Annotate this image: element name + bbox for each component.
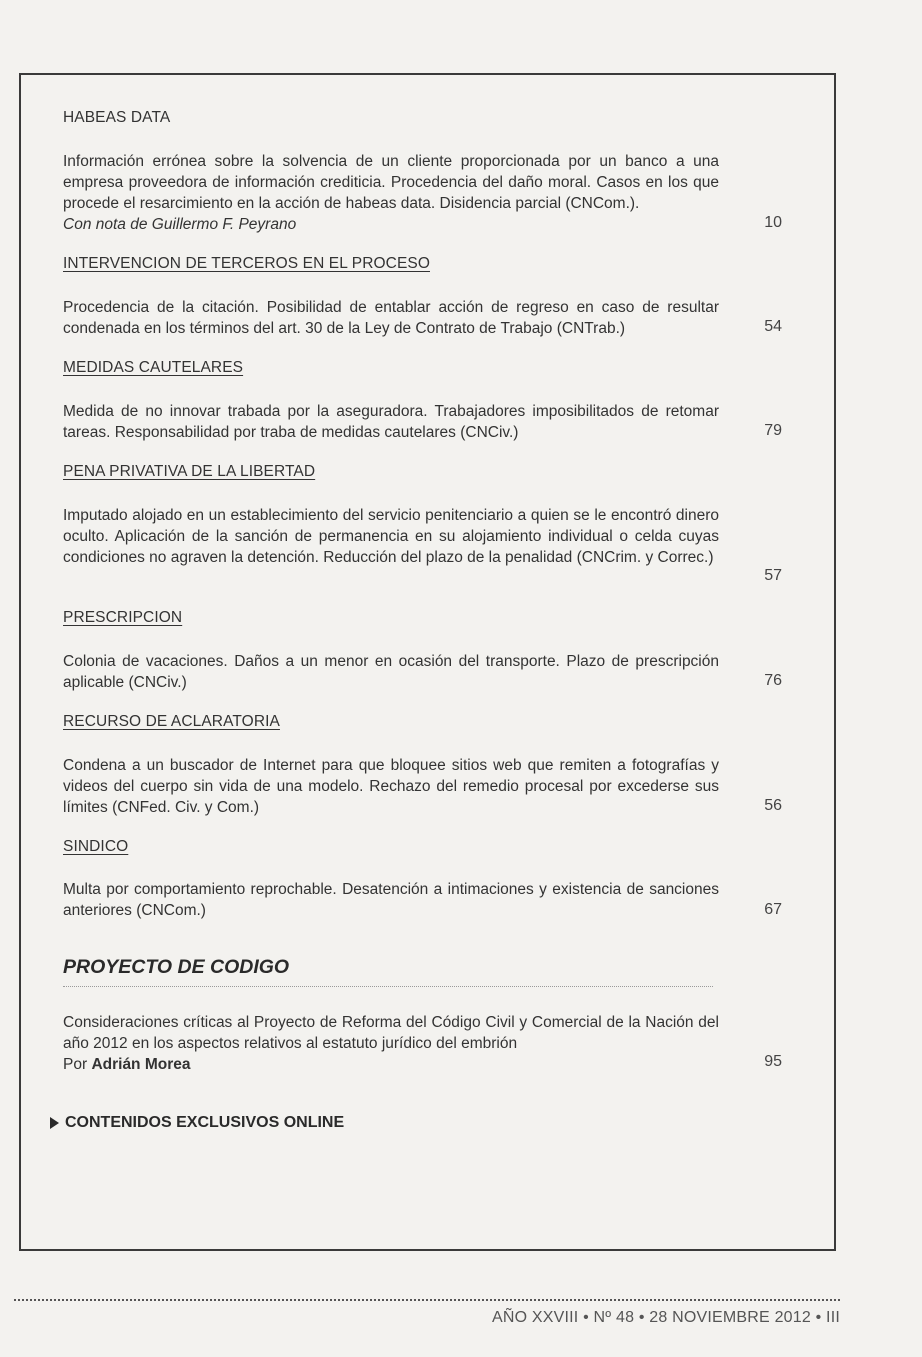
heading-intervencion: INTERVENCION DE TERCEROS EN EL PROCESO	[63, 255, 430, 272]
entry-recurso-aclaratoria: Condena a un buscador de Internet para que bloquee sitios web que remiten a fotografías y videos del cuerpo sin vida de una modelo. Rechazo del remedio procesal por excederse sus límites (CNFed. Civ. y Com.)	[63, 757, 719, 816]
heading-prescripcion: PRESCRIPCION	[63, 609, 183, 626]
section-heading-proyecto: PROYECTO DE CODIGO	[63, 956, 290, 978]
entry-note: Con nota de Guillermo F. Peyrano	[63, 216, 297, 233]
page-number: 95	[764, 1053, 782, 1070]
entry-habeas-data	[63, 151, 719, 235]
entry-pena-privativa: Imputado alojado en un establecimiento del servicio penitenciario a quien se le encontró dinero oculto. Aplicación de la sanción de permanencia en su alojamiento individual o celda cuyas condiciones no agraven la detención. Reducción del plazo de la penalidad (CNCrim. y Correc.)	[63, 507, 719, 566]
author-name: Adrián Morea	[91, 1056, 191, 1073]
page-number: 54	[764, 318, 782, 335]
page-number: 79	[764, 422, 782, 439]
section-divider	[63, 986, 713, 987]
heading-pena-privativa: PENA PRIVATIVA DE LA LIBERTAD	[63, 463, 316, 480]
entry-text: Consideraciones críticas al Proyecto de Reforma del Código Civil y Comercial de la Nación del año 2012 en los aspectos relativos al estatuto jurídico del embrión	[63, 1014, 719, 1052]
issue-footer: AÑO XXVIII • Nº 48 • 28 NOVIEMBRE 2012 • III	[491, 1309, 840, 1326]
heading-medidas-cautelares: MEDIDAS CAUTELARES	[63, 359, 244, 376]
entry-medidas-cautelares: Medida de no innovar trabada por la aseguradora. Trabajadores imposibilitados de retomar tareas. Responsabilidad por traba de medidas cautelares (CNCiv.)	[63, 403, 719, 441]
online-contents-label: CONTENIDOS EXCLUSIVOS ONLINE	[65, 1114, 345, 1131]
entry-intervencion: Procedencia de la citación. Posibilidad de entablar acción de regreso en caso de resultar condenada en los términos del art. 30 de la Ley de Contrato de Trabajo (CNTrab.)	[63, 299, 719, 337]
page-number: 56	[764, 797, 782, 814]
play-triangle-icon	[50, 1117, 59, 1129]
heading-recurso-aclaratoria: RECURSO DE ACLARATORIA	[63, 713, 280, 730]
heading-sindico: SINDICO	[63, 838, 129, 855]
entry-proyecto	[63, 1012, 719, 1075]
heading-habeas-data: HABEAS DATA	[63, 109, 171, 126]
entry-sindico: Multa por comportamiento reprochable. Desatención a intimaciones y existencia de sanciones anteriores (CNCom.)	[63, 881, 719, 919]
page-number: 67	[764, 901, 782, 918]
entry-prescripcion: Colonia de vacaciones. Daños a un menor en ocasión del transporte. Plazo de prescripción aplicable (CNCiv.)	[63, 653, 719, 691]
page-number: 57	[764, 567, 782, 584]
page-number: 10	[764, 214, 782, 231]
author-prefix: Por	[63, 1056, 88, 1073]
online-contents-link[interactable]	[50, 1114, 344, 1132]
entry-text: Información errónea sobre la solvencia de un cliente proporcionada por un banco a una empresa proveedora de información crediticia. Procedencia del daño moral. Casos en los que procede el resarcimiento en la acción de habeas data. Disidencia parcial (CNCom.).	[63, 153, 719, 212]
footer-divider	[14, 1299, 840, 1301]
page-number: 76	[764, 672, 782, 689]
